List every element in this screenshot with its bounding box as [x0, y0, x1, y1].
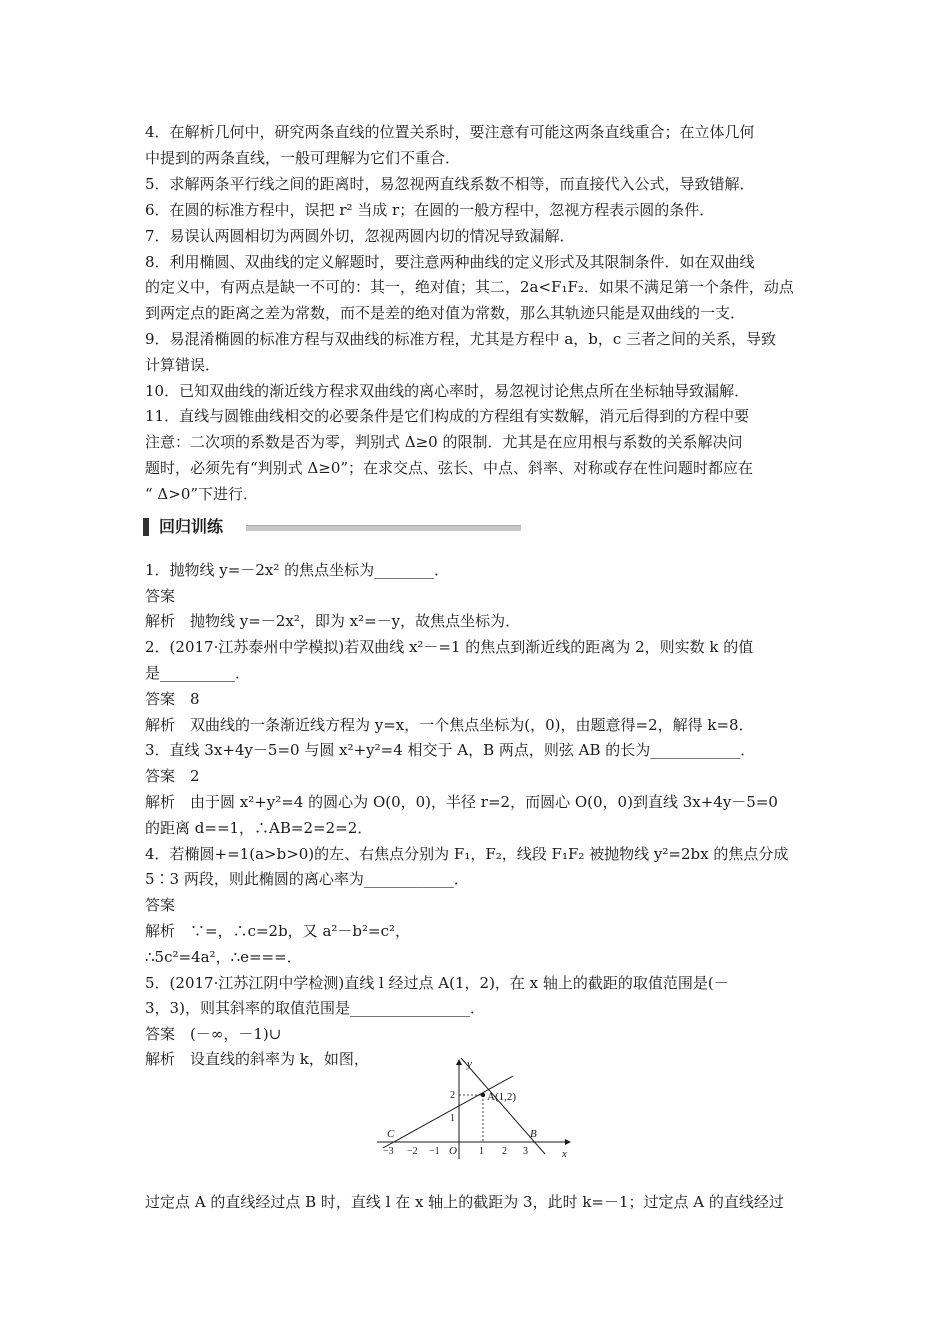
x-tick-label: 2: [502, 1146, 507, 1157]
analysis-line: 解析 由于圆 x²+y²=4 的圆心为 O(0，0)，半径 r=2，而圆心 O(0，0)到直线 3x+4y－5=0: [145, 793, 778, 811]
x-tick-label: −3: [383, 1146, 394, 1157]
analysis-line: 解析 双曲线的一条渐近线方程为 y=x，一个焦点坐标为(，0)，由题意得=2，解得 k=8．: [145, 716, 754, 734]
section-rule: [246, 525, 521, 531]
question-line: 2．(2017·江苏泰州中学模拟)若双曲线 x²－=1 的焦点到渐近线的距离为 2，则实数 k 的值: [145, 638, 754, 656]
question-line: 5∶3 两段，则此椭圆的离心率为____________．: [145, 870, 469, 888]
y-axis-label: y: [467, 1058, 472, 1070]
answer-label: 答案: [145, 896, 176, 914]
text-line: 计算错误．: [145, 356, 221, 374]
analysis-line: 解析 抛物线 y=－2x²，即为 x²=－y，故焦点坐标为．: [145, 612, 521, 630]
x-tick-label: 3: [523, 1146, 528, 1157]
text-line: 9．易混淆椭圆的标准方程与双曲线的标准方程，尤其是方程中 a，b，c 三者之间的关系，导致: [145, 330, 777, 348]
analysis-line: 解析 设直线的斜率为 k，如图，: [145, 1050, 369, 1068]
analysis-line: 解析 ∵=，∴c=2b，又 a²－b²=c²，: [145, 922, 411, 940]
text-line: 10．已知双曲线的渐近线方程求双曲线的离心率时，易忽视讨论焦点所在坐标轴导致漏解．: [145, 382, 750, 400]
point-a-label: A(1,2): [487, 1091, 517, 1103]
y-tick-label: 2: [450, 1090, 455, 1101]
text-line: 11．直线与圆锥曲线相交的必要条件是它们构成的方程组有实数解，消元后得到的方程中要: [145, 407, 750, 425]
analysis-line: 过定点 A 的直线经过点 B 时，直线 l 在 x 轴上的截距为 3，此时 k=－1；过定点 A 的直线经过: [145, 1193, 784, 1211]
section-header: [143, 516, 523, 538]
x-axis-label: x: [562, 1148, 567, 1160]
answer-line: 答案 2: [145, 767, 200, 785]
y-tick-label: 1: [450, 1113, 455, 1124]
text-line: 7．易误认两圆相切为两圆外切，忽视两圆内切的情况导致漏解．: [145, 227, 575, 245]
question-line: 3．直线 3x+4y－5=0 与圆 x²+y²=4 相交于 A，B 两点，则弦 AB 的长为____________．: [145, 741, 756, 759]
question-line: 5．(2017·江苏江阴中学检测)直线 l 经过点 A(1，2)，在 x 轴上的截距的取值范围是(－: [145, 974, 729, 992]
question-line: 4．若椭圆+=1(a>b>0)的左、右焦点分别为 F₁，F₂，线段 F₁F₂ 被抛物线 y²=2bx 的焦点分成: [145, 845, 789, 863]
section-marker: [143, 518, 149, 536]
text-line: 中提到的两条直线，一般可理解为它们不重合．: [145, 149, 461, 167]
text-line: 5．求解两条平行线之间的距离时，易忽视两直线系数不相等，而直接代入公式，导致错解．: [145, 175, 755, 193]
origin-label: O: [449, 1145, 457, 1157]
point-c-label: C: [387, 1128, 395, 1140]
slope-figure: [375, 1055, 575, 1169]
x-tick-label: −1: [429, 1146, 440, 1157]
text-line: 的定义中，有两点是缺一不可的：其一，绝对值；其二，2a<F₁F₂．如果不满足第一个条件，动点: [145, 278, 794, 296]
text-line: 6．在圆的标准方程中，误把 r² 当成 r；在圆的一般方程中，忽视方程表示圆的条件．: [145, 201, 715, 219]
coordinate-diagram: [375, 1055, 575, 1165]
question-line: 是__________．: [145, 664, 251, 682]
question-line: 1．抛物线 y=－2x² 的焦点坐标为________．: [145, 561, 450, 579]
point-a-dot: [481, 1093, 485, 1097]
answer-line: 答案 (－∞，－1)∪: [145, 1025, 282, 1043]
text-line: 注意：二次项的系数是否为零，判别式 Δ≥0 的限制．尤其是在应用根与系数的关系解决问: [145, 433, 743, 451]
section-title: 回归训练: [159, 517, 224, 536]
text-line: 题时，必须先有“判别式 Δ≥0”；在求交点、弦长、中点、斜率、对称或存在性问题时都应在: [145, 459, 754, 477]
text-line: 8．利用椭圆、双曲线的定义解题时，要注意两种曲线的定义形式及其限制条件．如在双曲线: [145, 253, 755, 271]
text-line: 到两定点的距离之差为常数，而不是差的绝对值为常数，那么其轨迹只能是双曲线的一支．: [145, 304, 746, 322]
analysis-line: ∴5c²=4a²，∴e===．: [145, 948, 302, 966]
text-line: 4．在解析几何中，研究两条直线的位置关系时，要注意有可能这两条直线重合；在立体几何: [145, 123, 755, 141]
answer-line: 答案 8: [145, 690, 200, 708]
x-tick-label: −2: [407, 1146, 418, 1157]
point-b-label: B: [530, 1128, 537, 1140]
line-ca: [383, 1076, 513, 1148]
answer-label: 答案: [145, 587, 176, 605]
x-tick-label: 1: [479, 1146, 484, 1157]
text-line: “ Δ>0”下进行．: [145, 485, 259, 503]
analysis-line: 的距离 d==1，∴AB=2=2=2．: [145, 819, 373, 837]
question-line: 3，3)，则其斜率的取值范围是________________．: [145, 999, 485, 1017]
